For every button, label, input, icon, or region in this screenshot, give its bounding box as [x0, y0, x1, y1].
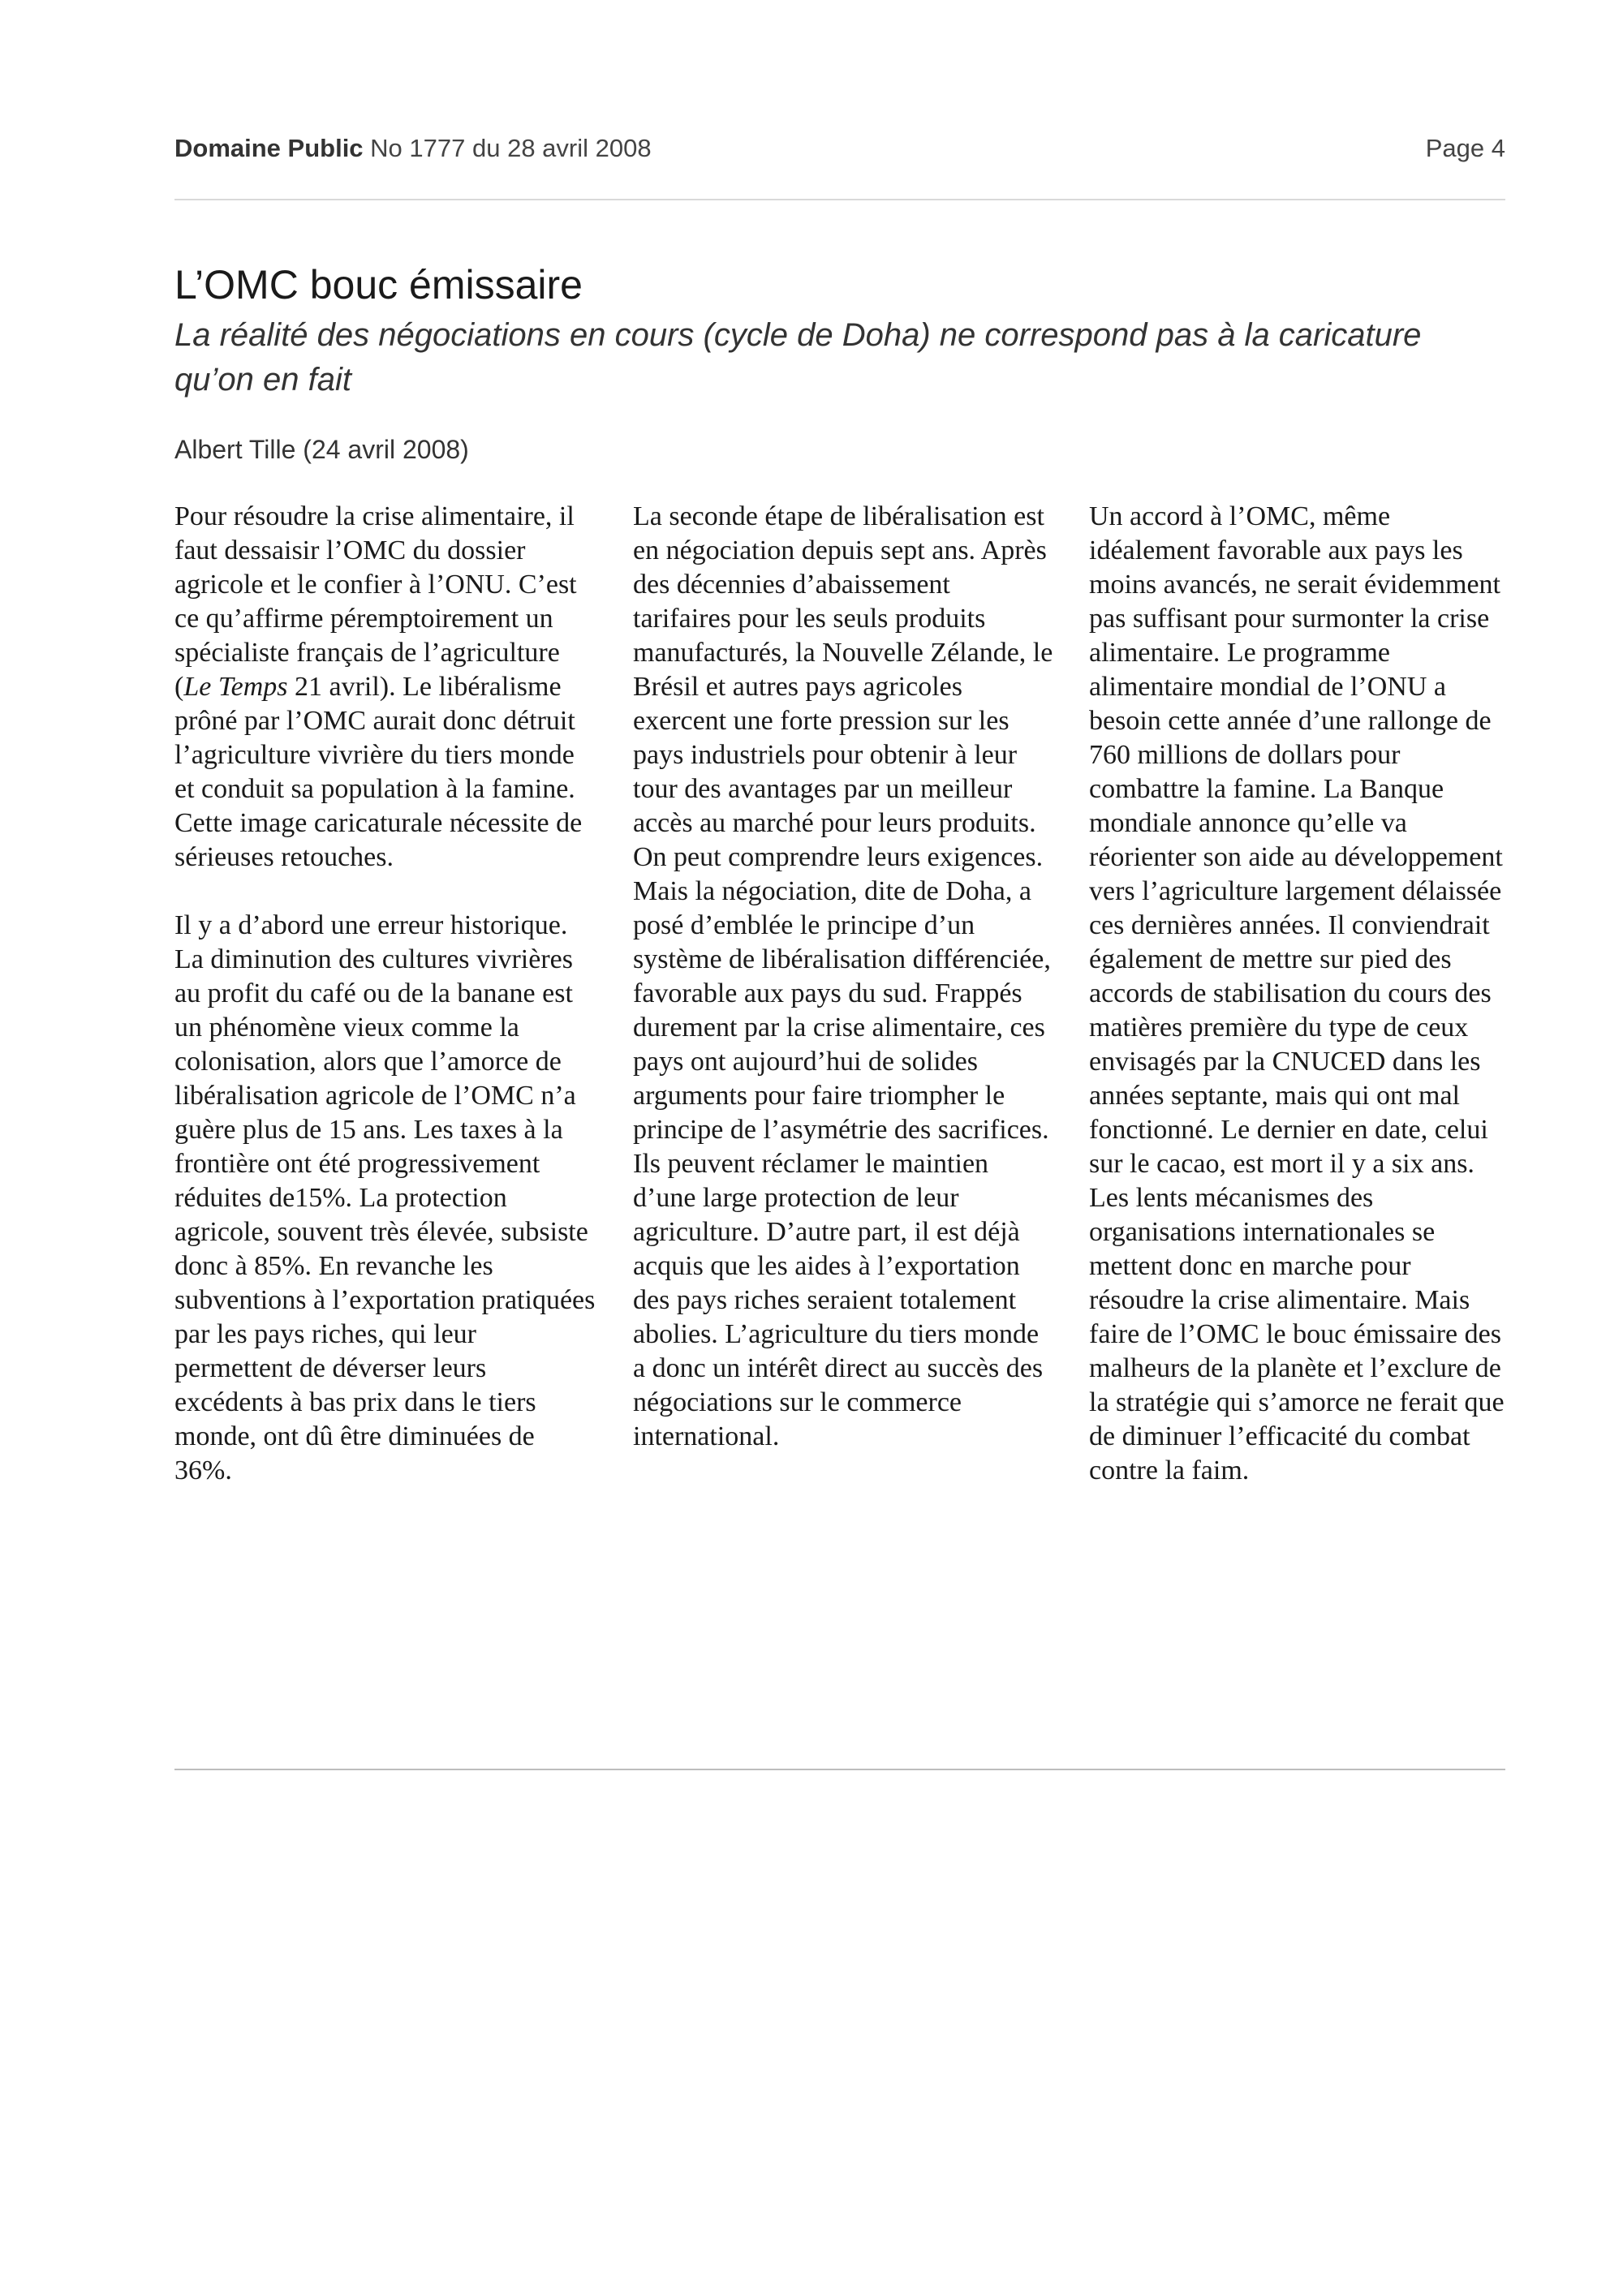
- article-byline: Albert Tille (24 avril 2008): [174, 435, 469, 464]
- newspaper-title: Le Temps: [183, 672, 288, 702]
- publication-name: Domaine Public: [174, 134, 364, 162]
- page-number: Page 4: [1425, 134, 1505, 162]
- footer-divider: [174, 1769, 1505, 1770]
- header-divider: [174, 199, 1505, 200]
- column-2: [633, 500, 1055, 1488]
- paragraph: La seconde étape de libéralisation est en négociation depuis sept ans. Après des décennies d’abaissement tarifaires pour les seuls produits manufacturés, la Nouvelle Zélande, le Brésil et autres pays agricoles exercent une forte pression sur les pays industriels pour obtenir à leur tour des avantages par un meilleur accès au marché pour leurs produits. On peut comprendre leurs exigences. Mais la négociation, dite de Doha, a posé d’emblée le principe d’un système de libéralisation différenciée, favorable aux pays du sud. Frappés durement par la crise alimentaire, ces pays ont aujourd’hui de solides arguments pour faire triompher le principe de l’asymétrie des sacrifices. Ils peuvent réclamer le maintien d’une large protection de leur agriculture. D’autre part, il est déjà acquis que les aides à l’exportation des pays riches seraient totalement abolies. L’agriculture du tiers monde a donc un intérêt direct au succès des négociations sur le commerce international.: [633, 501, 1053, 1451]
- paragraph: Un accord à l’OMC, même idéalement favorable aux pays les moins avancés, ne serait évidemment pas suffisant pour surmonter la crise alimentaire. Le programme alimentaire mondial de l’ONU a besoin cette année d’une rallonge de 760 millions de dollars pour combattre la famine. La Banque mondiale annonce qu’elle va réorienter son aide au développement vers l’agriculture largement délaissée ces dernières années. Il conviendrait également de mettre sur pied des accords de stabilisation du cours des matières première du type de ceux envisagés par la CNUCED dans les années septante, mais qui ont mal fonctionné. Le dernier en date, celui sur le cacao, est mort il y a six ans. Les lents mécanismes des organisations internationales se mettent donc en marche pour résoudre la crise alimentaire. Mais faire de l’OMC le bouc émissaire des malheurs de la planète et l’exclure de la stratégie qui s’amorce ne ferait que de diminuer l’efficacité du combat contre la faim.: [1089, 501, 1505, 1486]
- paragraph-text: Pour résoudre la crise alimentaire, il faut dessaisir l’OMC du dossier agricole et le confier à l’ONU. C’est ce qu’affirme péremptoirement un spécialiste français de l’agriculture (: [174, 501, 577, 702]
- issue-info: No 1777 du 28 avril 2008: [370, 134, 652, 162]
- paragraph: Il y a d’abord une erreur historique. La diminution des cultures vivrières au profit du café ou de la banane est un phénomène vieux comme la colonisation, alors que l’amorce de libéralisation agricole de l’OMC n’a guère plus de 15 ans. Les taxes à la frontière ont été progressivement réduites de15%. La protection agricole, souvent très élevée, subsiste donc à 85%. En revanche les subventions à l’exportation pratiquées par les pays riches, qui leur permettent de déverser leurs excédents à bas prix dans le tiers monde, ont dû être diminuées de 36%.: [174, 910, 596, 1486]
- article-title: L’OMC bouc émissaire: [174, 262, 583, 307]
- article-subtitle: La réalité des négociations en cours (cycle de Doha) ne correspond pas à la caricature qu’on en fait: [174, 317, 1422, 398]
- paragraph: [174, 500, 596, 875]
- column-3: [1089, 500, 1511, 1522]
- column-1: [174, 500, 596, 1522]
- page-header: [174, 134, 1505, 170]
- paragraph-text: 21 avril). Le libéralisme prôné par l’OMC aurait donc détruit l’agriculture vivrière du tiers monde et conduit sa population à la famine. Cette image caricaturale nécessite de sérieuses retouches.: [174, 672, 583, 872]
